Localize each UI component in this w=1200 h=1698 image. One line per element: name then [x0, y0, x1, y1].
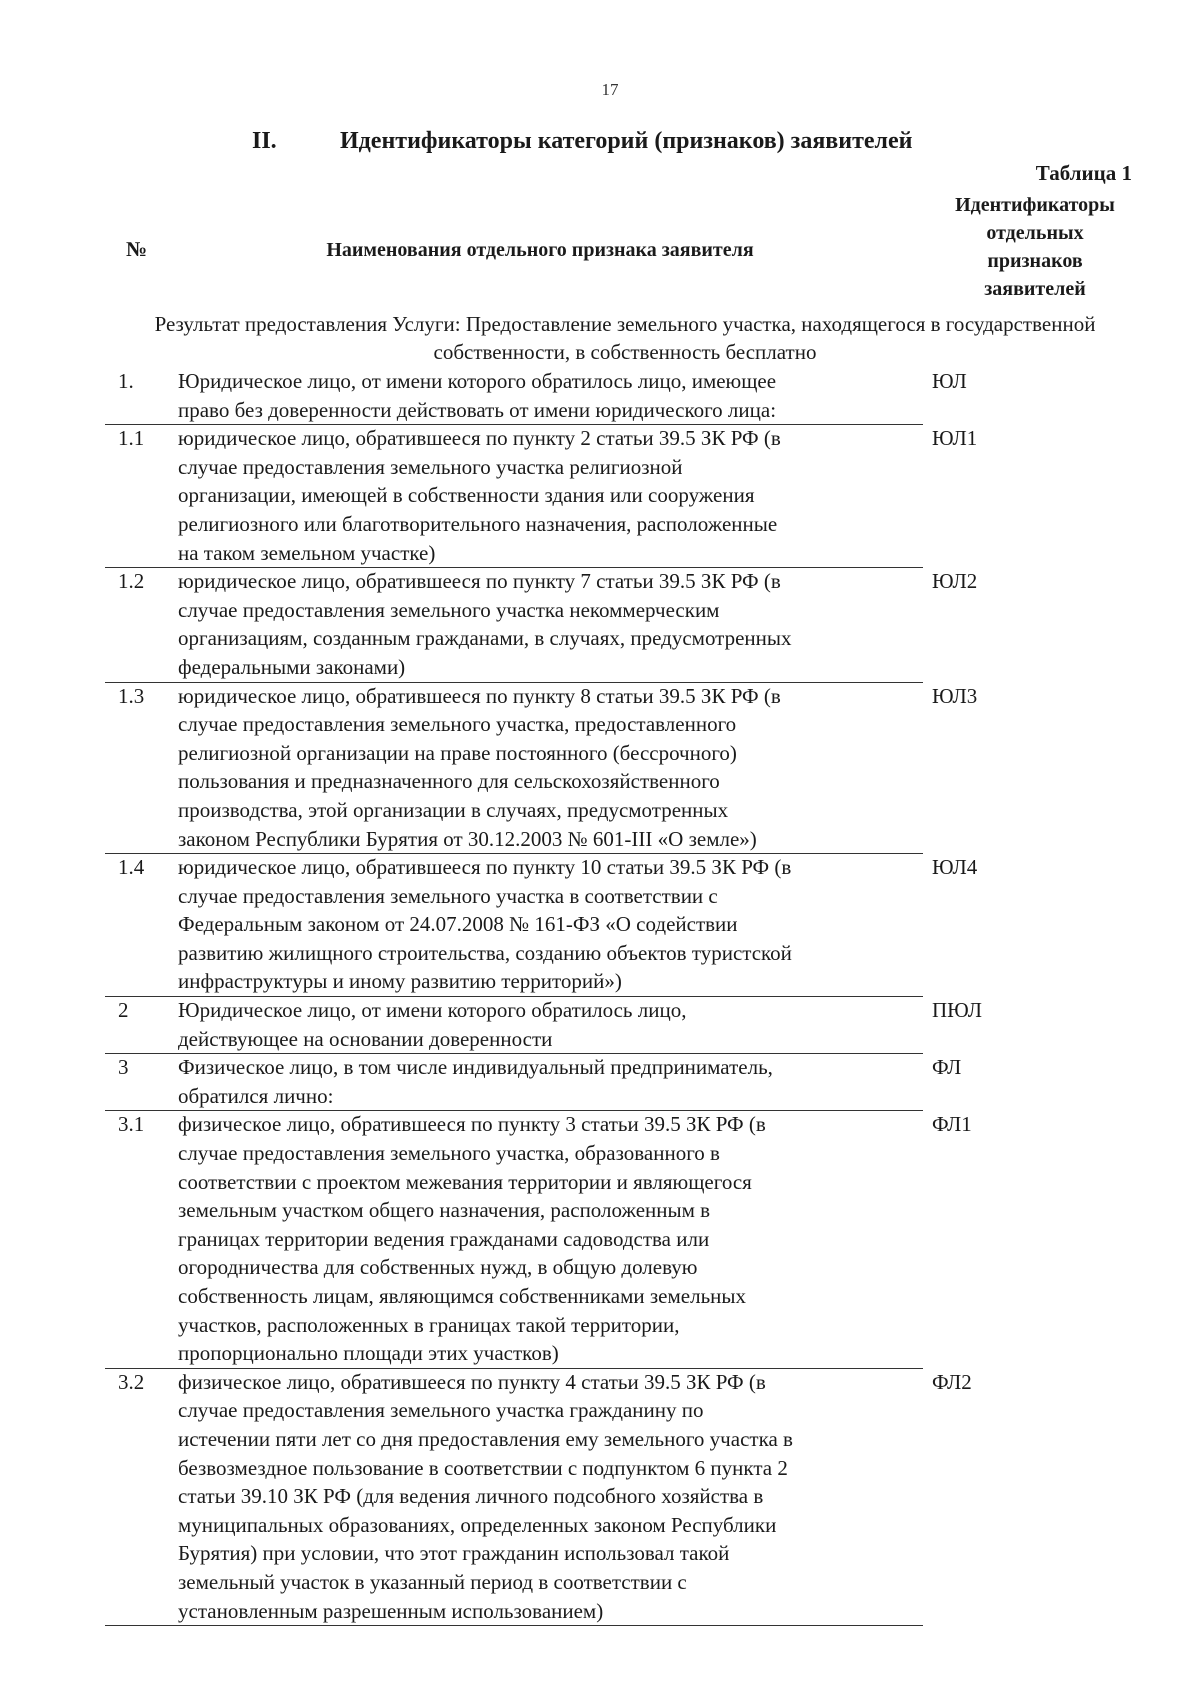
table-row: [0, 424, 1200, 567]
row-number: 2: [118, 998, 129, 1023]
row-description: Физическое лицо, в том числе индивидуальный предприниматель, обратился лично:: [178, 1055, 773, 1108]
column-header-name: Наименования отдельного признака заявителя: [326, 239, 754, 261]
row-description: юридическое лицо, обратившееся по пункту 2 статьи 39.5 ЗК РФ (в случае предоставления земельного участка религиозной организации, имеющей в собственности здания или сооружения религиозного или благотворительного назначения, расположенные на таком земельном участке): [178, 426, 781, 565]
table-body: [0, 367, 1200, 1625]
row-identifier: ПЮЛ: [932, 998, 982, 1023]
table-row: [0, 1110, 1200, 1367]
table-row: [0, 567, 1200, 681]
row-description: физическое лицо, обратившееся по пункту 4 статьи 39.5 ЗК РФ (в случае предоставления земельного участка гражданину по истечении пяти лет со дня предоставления ему земельного участка в безвозмездное пользование в соответствии с подпунктом 6 пункта 2 статьи 39.10 ЗК РФ (для ведения личного подсобного хозяйства в муниципальных образованиях, определенных законом Республики Бурятия) при условии, что этот гражданин использовал такой земельный участок в указанный период в соответствии с установленным разрешенным использованием): [178, 1369, 793, 1623]
row-number: 1.2: [118, 569, 145, 594]
row-identifier: ЮЛ4: [932, 855, 978, 880]
row-description: Юридическое лицо, от имени которого обратилось лицо, действующее на основании доверенности: [178, 998, 687, 1051]
row-identifier: ФЛ1: [932, 1112, 972, 1137]
column-header-identifiers-line: отдельных: [986, 222, 1084, 244]
row-number: 3.1: [118, 1112, 145, 1137]
row-number: 1.4: [118, 855, 145, 880]
row-identifier: ЮЛ: [932, 369, 967, 393]
table-row: [0, 853, 1200, 996]
row-identifier: ЮЛ2: [932, 569, 978, 594]
row-number: 3: [118, 1055, 129, 1080]
table-row: [0, 1368, 1200, 1625]
row-description: юридическое лицо, обратившееся по пункту 7 статьи 39.5 ЗК РФ (в случае предоставления земельного участка некоммерческим организациям, созданным гражданами, в случаях, предусмотренных федеральными законами): [178, 569, 792, 679]
table-caption: Таблица 1: [1035, 161, 1132, 185]
column-header-identifiers-line: заявителей: [984, 278, 1086, 300]
row-identifier: ЮЛ3: [932, 683, 978, 708]
column-header-identifiers-line: признаков: [987, 250, 1083, 272]
column-header-identifiers: [930, 191, 1140, 303]
row-number: 1.: [118, 369, 134, 393]
row-description: юридическое лицо, обратившееся по пункту 10 статьи 39.5 ЗК РФ (в случае предоставления земельного участка в соответствии с Федеральным законом от 24.07.2008 № 161-ФЗ «О содействии развитию жилищного строительства, созданию объектов туристской инфраструктуры и иному развитию территорий»): [178, 855, 792, 994]
row-description: юридическое лицо, обратившееся по пункту 8 статьи 39.5 ЗК РФ (в случае предоставления земельного участка, предоставленного религиозной организации на праве постоянного (бессрочного) пользования и предназначенного для сельскохозяйственного производства, этой организации в случаях, предусмотренных законом Республики Бурятия от 30.12.2003 № 601-III «О земле»): [178, 683, 781, 851]
column-header-identifiers-line: Идентификаторы: [955, 194, 1115, 216]
table-row: [0, 367, 1200, 424]
table-row: [0, 996, 1200, 1053]
row-description: физическое лицо, обратившееся по пункту 3 статьи 39.5 ЗК РФ (в случае предоставления земельного участка, образованного в соответствии с проектом межевания территории и являющегося земельным участком общего назначения, расположенным в границах территории ведения гражданами садоводства или огородничества для собственных нужд, в общую долевую собственность лицам, являющимся собственниками земельных участков, расположенных в границах такой территории, пропорционально площади этих участков): [178, 1112, 766, 1366]
section-title: Идентификаторы категорий (признаков) заявителей: [340, 128, 913, 154]
section-number: II.: [252, 128, 277, 154]
column-header-number: №: [126, 237, 148, 261]
row-number: 1.1: [118, 426, 145, 451]
row-divider: [105, 1625, 923, 1626]
row-number: 3.2: [118, 1369, 145, 1394]
row-description: Юридическое лицо, от имени которого обратилось лицо, имеющее право без доверенности действовать от имени юридического лица:: [178, 369, 777, 422]
row-identifier: ФЛ2: [932, 1369, 972, 1394]
row-identifier: ФЛ: [932, 1055, 962, 1080]
result-description: Результат предоставления Услуги: Предоставление земельного участка, находящегося в государственной собственности, в собственность бесплатно: [154, 312, 1096, 364]
row-identifier: ЮЛ1: [932, 426, 978, 451]
table-row: [0, 682, 1200, 854]
row-number: 1.3: [118, 683, 145, 708]
table-row: [0, 1053, 1200, 1110]
page-number: 17: [601, 80, 619, 99]
